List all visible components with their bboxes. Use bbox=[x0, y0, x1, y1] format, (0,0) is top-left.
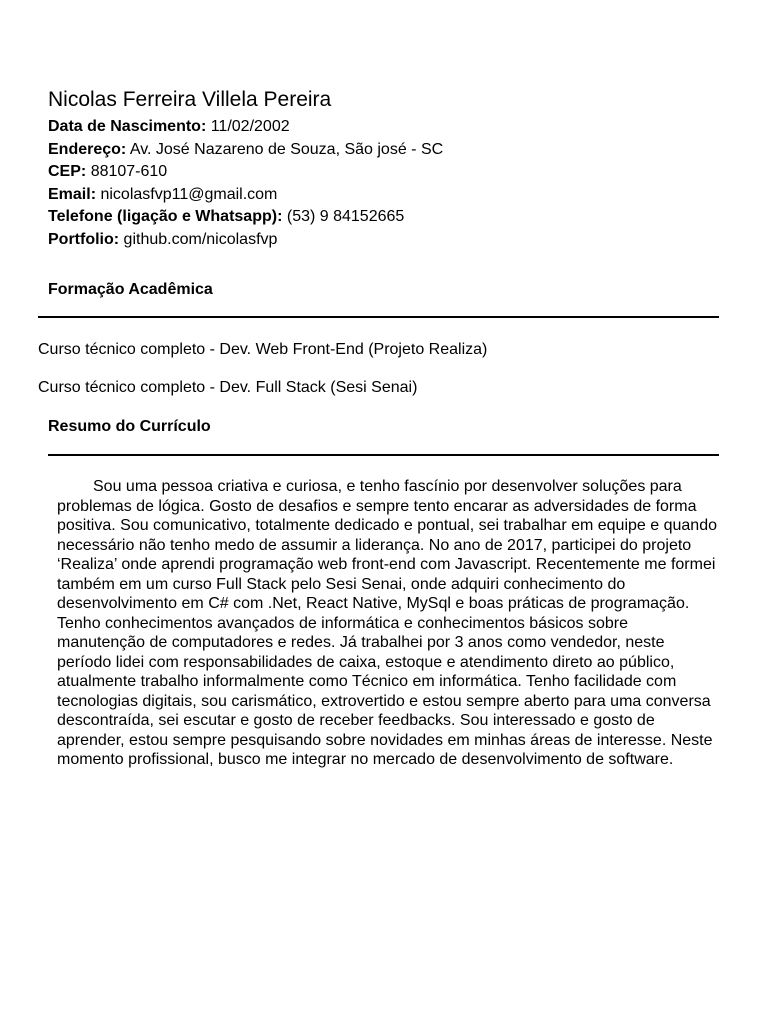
resume-name: Nicolas Ferreira Villela Pereira bbox=[48, 88, 332, 111]
info-value: (53) 9 84152665 bbox=[286, 208, 405, 226]
education-item: Curso técnico completo - Dev. Full Stack (Sesi Senai) bbox=[38, 379, 418, 396]
info-label: Email: bbox=[48, 185, 97, 203]
info-label: Endereço: bbox=[48, 140, 127, 158]
summary-text: Sou uma pessoa criativa e curiosa, e tenho fascínio por desenvolver soluções para problemas de lógica. Gosto de desafios e sempre tento encarar as adversidades de forma positiva. Sou comunicativo, totalmente dedicado e pontual, sei trabalhar em equipe e quando necessário não tenho medo de assumir a liderança. No ano de 2017, participei do projeto ‘Realiza’ onde aprendi programação web front-end com Javascript. Recentemente me formei também em um curso Full Stack pelo Sesi Senai, onde adquiri conhecimento do desenvolvimento em C# com .Net, React Native, MySql e boas práticas de programação. Tenho conhecimentos avançados de informática e conhecimentos básicos sobre manutenção de computadores e redes. Já trabalhei por 3 anos como vendedor, neste período lidei com responsabilidades de caixa, estoque e atendimento direto ao público, atualmente trabalho informalmente como Técnico em informática. Tenho facilidade com tecnologias digitais, sou carismático, extrovertido e estou sempre aberto para uma conversa descontraída, sei escutar e gosto de receber feedbacks. Sou interessado e gosto de aprender, estou sempre pesquisando sobre novidades em minhas áreas de interesse. Neste momento profissional, busco me integrar no mercado de desenvolvimento de software. bbox=[57, 478, 717, 768]
info-phone bbox=[48, 206, 443, 229]
info-birthdate bbox=[48, 116, 443, 139]
education-title: Formação Acadêmica bbox=[48, 281, 213, 298]
info-value: 88107-610 bbox=[90, 163, 168, 181]
info-address bbox=[48, 139, 443, 162]
info-value: github.com/nicolasfvp bbox=[123, 230, 278, 248]
info-value: nicolasfvp11@gmail.com bbox=[100, 185, 278, 203]
info-label: CEP: bbox=[48, 163, 87, 181]
info-label: Data de Nascimento: bbox=[48, 118, 207, 135]
info-portfolio bbox=[48, 229, 443, 252]
summary-title: Resumo do Currículo bbox=[48, 418, 211, 435]
personal-info bbox=[48, 116, 443, 252]
info-email bbox=[48, 184, 443, 207]
info-label: Telefone (ligação e Whatsapp): bbox=[48, 208, 283, 226]
info-value: 11/02/2002 bbox=[210, 118, 290, 135]
info-cep bbox=[48, 161, 443, 184]
info-value: Av. José Nazareno de Souza, São josé - SC bbox=[129, 140, 444, 158]
education-item: Curso técnico completo - Dev. Web Front-End (Projeto Realiza) bbox=[38, 341, 488, 358]
info-label: Portfolio: bbox=[48, 230, 120, 248]
summary-divider bbox=[48, 454, 719, 456]
education-divider bbox=[38, 316, 719, 318]
